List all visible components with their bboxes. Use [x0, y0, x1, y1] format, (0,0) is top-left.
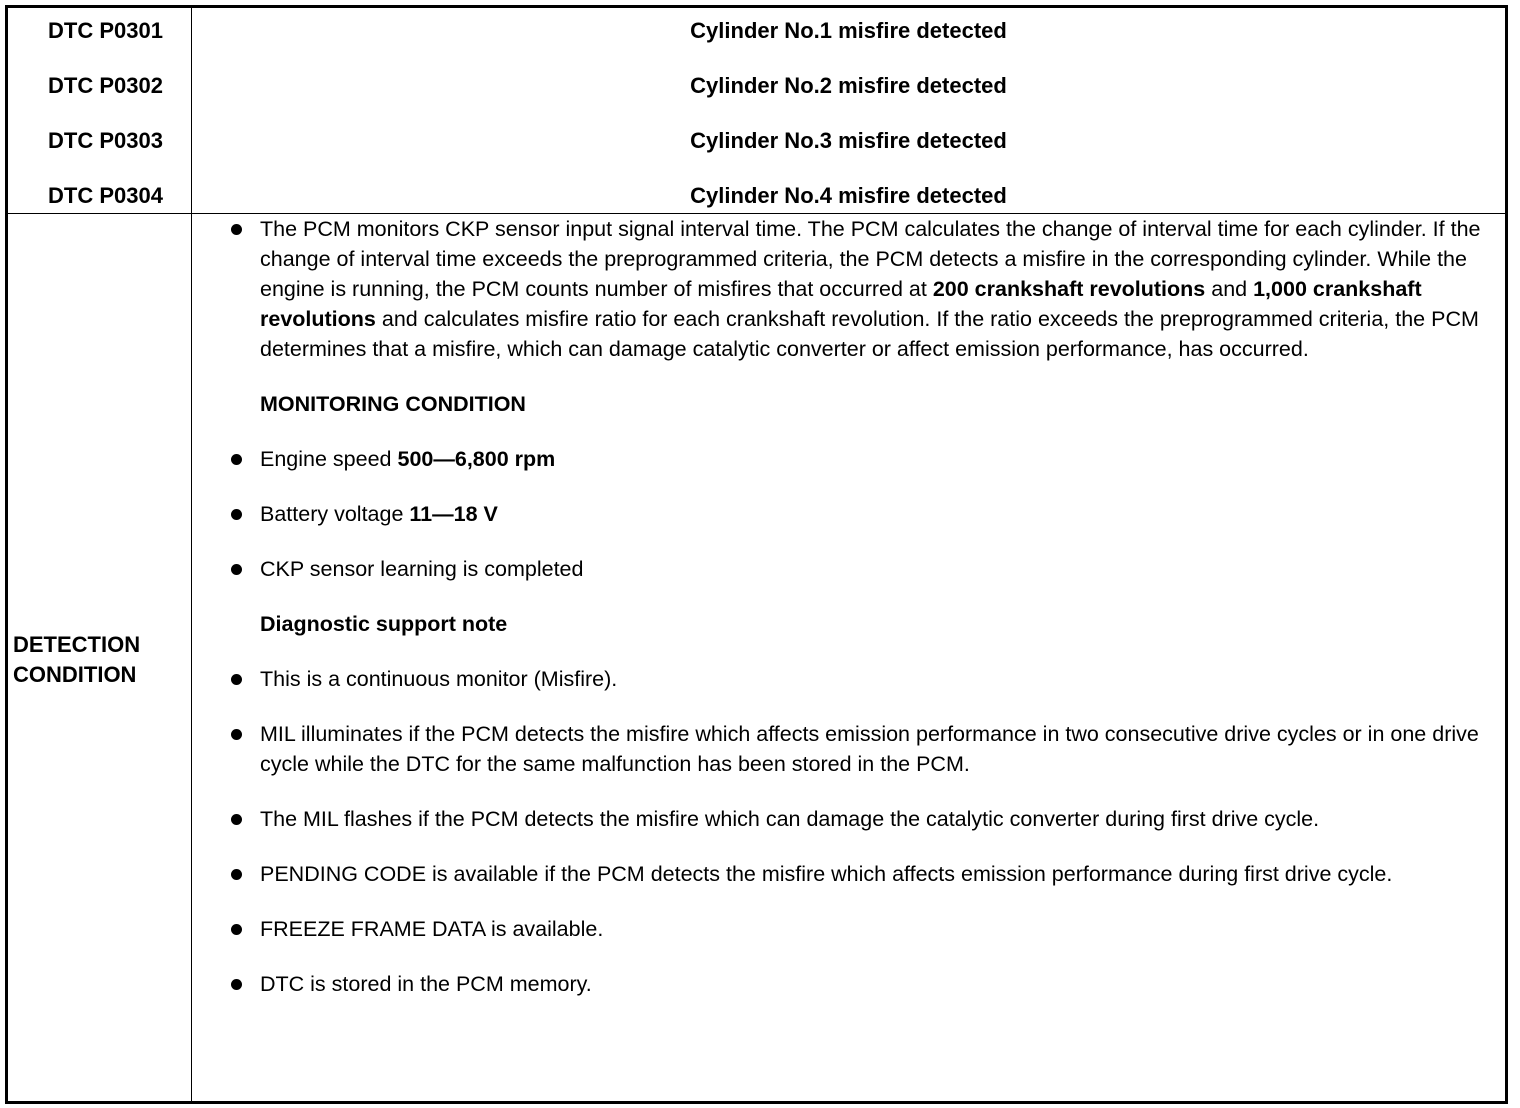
intro-paragraph: The PCM monitors CKP sensor input signal interval time. The PCM calculates the change of interval time for each cylinder. If the change of interval time exceeds the preprogrammed criteria, the PCM detects a misfire in the corresponding cylinder. While the engine is running, the PCM counts number of misfires that occurred at 200 crankshaft revolutions and 1,000 crankshaft revolutions and calculates misfire ratio for each crankshaft revolution. If the ratio exceeds the preprogrammed criteria, the PCM determines that a misfire, which can damage catalytic converter or affect emission performance, has occurred. [260, 214, 1485, 364]
ckp-learning-item: CKP sensor learning is completed [260, 554, 1485, 584]
engine-speed-item: Engine speed 500—6,800 rpm [260, 444, 1485, 474]
dtc-code-p0303: DTC P0303 [48, 128, 163, 153]
support-note: The MIL flashes if the PCM detects the misfire which can damage the catalytic converter during first drive cycle. [260, 804, 1485, 834]
battery-voltage-item: Battery voltage 11—18 V [260, 499, 1485, 529]
dtc-description-p0304: Cylinder No.4 misfire detected [690, 183, 1007, 208]
support-note: DTC is stored in the PCM memory. [260, 969, 1485, 999]
dtc-code-p0301: DTC P0301 [48, 18, 163, 43]
support-note: MIL illuminates if the PCM detects the misfire which affects emission performance in two consecutive drive cycles or in one drive cycle while the DTC for the same malfunction has been stored in the PCM. [260, 719, 1485, 779]
dtc-code-p0302: DTC P0302 [48, 73, 163, 98]
dtc-code-p0304: DTC P0304 [48, 183, 163, 208]
dtc-description-p0301: Cylinder No.1 misfire detected [690, 18, 1007, 43]
column-divider [191, 8, 192, 1101]
diagnostic-support-heading: Diagnostic support note [260, 612, 508, 636]
dtc-description-p0303: Cylinder No.3 misfire detected [690, 128, 1007, 153]
support-note: This is a continuous monitor (Misfire). [260, 664, 1485, 694]
detection-condition-label: DETECTION CONDITION [13, 632, 141, 687]
dtc-description-p0302: Cylinder No.2 misfire detected [690, 73, 1007, 98]
monitoring-condition-heading: MONITORING CONDITION [260, 392, 526, 416]
support-note: PENDING CODE is available if the PCM detects the misfire which affects emission performance during first drive cycle. [260, 859, 1485, 889]
detection-condition-content [260, 214, 1485, 999]
support-note: FREEZE FRAME DATA is available. [260, 914, 1485, 944]
